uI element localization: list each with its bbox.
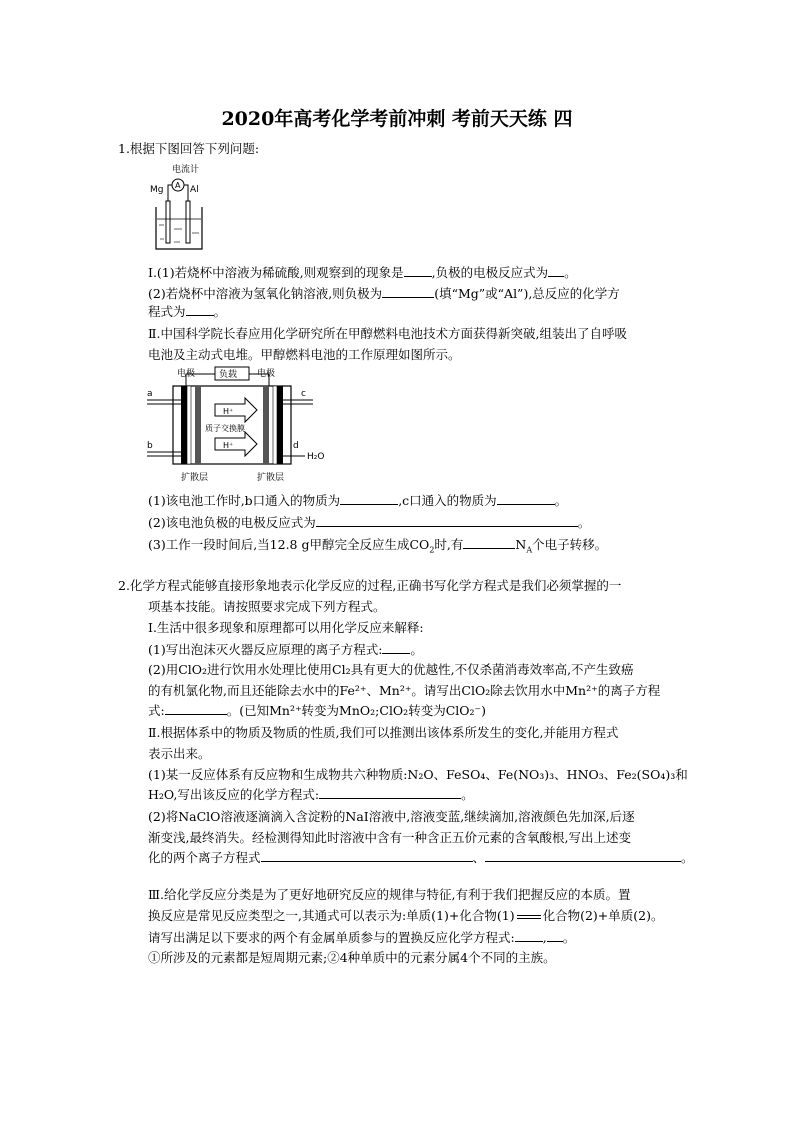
q2-part2-sub1-line1: (1)某一反应体系有反应物和生成物共六种物质:N₂O、FeSO₄、Fe(NO₃)₃、HNO₃、Fe₂(SO₄)₃和 [148, 767, 688, 782]
answer-blank[interactable] [485, 848, 681, 862]
ammeter-letter: A [175, 181, 181, 190]
q2-part2-intro-1: Ⅱ.根据体系中的物质及物质的性质,我们可以推测出该体系所发生的变化,并能用方程式 [148, 725, 619, 740]
q2-part2-sub2-line1: (2)将NaClO溶液逐滴滴入含淀粉的NaI溶液中,溶液变蓝,继续滴加,溶液颜色先加深,后逐 [148, 809, 635, 824]
q2-part3-line2: 换反应是常见反应类型之一,其通式可以表示为:单质(1)+化合物(1) 化合物(2)+单质(2)。 [148, 908, 664, 923]
q2-part3-line1: Ⅲ.给化学反应分类是为了更好地研究反应的规律与特征,有利于我们把握反应的本质。置 [148, 887, 631, 902]
answer-blank[interactable] [340, 491, 398, 505]
page-title: 2020年高考化学考前冲刺 考前天天练 四 [221, 108, 573, 130]
al-electrode [186, 201, 190, 243]
q2-part3-line4: ①所涉及的元素都是短周期元素;②4种单质中的元素分属4个不同的主族。 [148, 950, 556, 965]
port-a-label: a [147, 389, 153, 399]
q2-stem-1: 2.化学方程式能够直接形象地表示化学反应的过程,正确书写化学方程式是我们必须掌握的一 [118, 578, 622, 593]
diffusion-label-right: 扩散层 [257, 473, 285, 483]
q2-part2-intro-2: 表示出来。 [148, 746, 211, 761]
q2-part1-sub1: (1)写出泡沫灭火器反应原理的离子方程式: 。 [148, 642, 423, 657]
q1-part2-intro-1: Ⅱ.中国科学院长春应用化学研究所在甲醇燃料电池技术方面获得新突破,组装出了自呼吸 [148, 326, 627, 341]
mg-label: Mg [150, 185, 164, 195]
answer-blank[interactable] [404, 263, 432, 277]
answer-blank[interactable] [497, 491, 555, 505]
q2-part1-intro: Ⅰ.生活中很多现象和原理都可以用化学反应来解释: [148, 620, 424, 635]
q1-sub1: (1)该电池工作时,b口通入的物质为 ,c口通入的物质为 。 [148, 493, 568, 508]
al-label: Al [190, 185, 199, 195]
q2-part2-sub1-line2: H₂O,写出该反应的化学方程式: 。 [148, 787, 474, 802]
q2-part3-line3: 请写出满足以下要求的两个有金属单质参与的置换反应化学方程式: , 。 [148, 930, 576, 945]
port-c-label: c [301, 389, 306, 399]
port-d-label: d [293, 441, 299, 451]
q1-part1-line1: Ⅰ.(1)若烧杯中溶液为稀硫酸,则观察到的现象是 ,负极的电极反应式为 。 [148, 265, 577, 280]
answer-blank[interactable] [319, 785, 461, 799]
q1-sub2: (2)该电池负极的电极反应式为 。 [148, 515, 591, 530]
answer-blank[interactable] [515, 928, 543, 942]
q1-part1-line2: (2)若烧杯中溶液为氢氧化钠溶液,则负极为 (填“Mg”或“Al”),总反应的化学方 [148, 286, 620, 301]
q1-sub3: (3)工作一段时间后,当12.8 g甲醇完全反应生成$CO_2$时,有 $N_A$个电子转移。 [148, 537, 608, 555]
answer-blank[interactable] [165, 701, 227, 715]
q2-part2-sub2-line3: 化的两个离子方程式 、 。 [148, 850, 694, 865]
answer-blank[interactable] [547, 928, 563, 942]
q1-part2-intro-2: 电池及主动式电堆。甲醇燃料电池的工作原理如图所示。 [148, 347, 461, 362]
diffusion-layer-left [181, 386, 187, 464]
answer-blank[interactable] [463, 535, 515, 549]
q2-stem-2: 项基本技能。请按照要求完成下列方程式。 [148, 599, 386, 614]
beaker [156, 207, 202, 249]
q2-part1-sub2-line3: 式: 。(已知Mn²⁺转变为MnO₂;ClO₂转变为ClO₂⁻) [148, 703, 486, 718]
answer-blank[interactable] [382, 284, 434, 298]
galvanometer-label: 电流计 [172, 165, 200, 175]
answer-blank[interactable] [382, 640, 410, 654]
q1-stem: 1.根据下图回答下列问题: [118, 141, 260, 156]
answer-blank[interactable] [548, 263, 564, 277]
electrode-label-right: 电极 [257, 369, 276, 379]
q2-part1-sub2-line1: (2)用ClO₂进行饮用水处理比使用Cl₂具有更大的优越性,不仅杀菌消毒效率高,不产生致癌 [148, 662, 634, 677]
hplus-top: H⁺ [223, 407, 234, 416]
q1-part1-line3: 程式为 。 [148, 304, 227, 319]
q2-part1-sub2-line2: 的有机氯化物,而且还能除去水中的Fe²⁺、Mn²⁺。请写出ClO₂除去饮用水中Mn²⁺的离子方程 [148, 683, 661, 698]
electrode-label-left: 电极 [177, 369, 196, 379]
water-label: H₂O [307, 452, 325, 462]
answer-blank[interactable] [316, 513, 578, 527]
diffusion-label-left: 扩散层 [181, 473, 209, 483]
q2-part2-sub2-line2: 渐变浅,最终消失。经检测得知此时溶液中含有一种含正五价元素的含氧酸根,写出上述变 [148, 830, 631, 845]
answer-blank[interactable] [186, 302, 214, 316]
reaction-equals-sign [517, 915, 541, 919]
membrane-label: 质子交换膜 [205, 424, 245, 433]
port-b-label: b [147, 441, 153, 451]
fuel-cell-figure [145, 366, 335, 488]
hplus-bottom: H⁺ [223, 441, 234, 450]
load-label: 负载 [219, 370, 238, 380]
galvanic-cell-figure [150, 163, 210, 253]
diffusion-layer-right [277, 386, 283, 464]
mg-electrode [166, 201, 170, 243]
answer-blank[interactable] [261, 848, 473, 862]
